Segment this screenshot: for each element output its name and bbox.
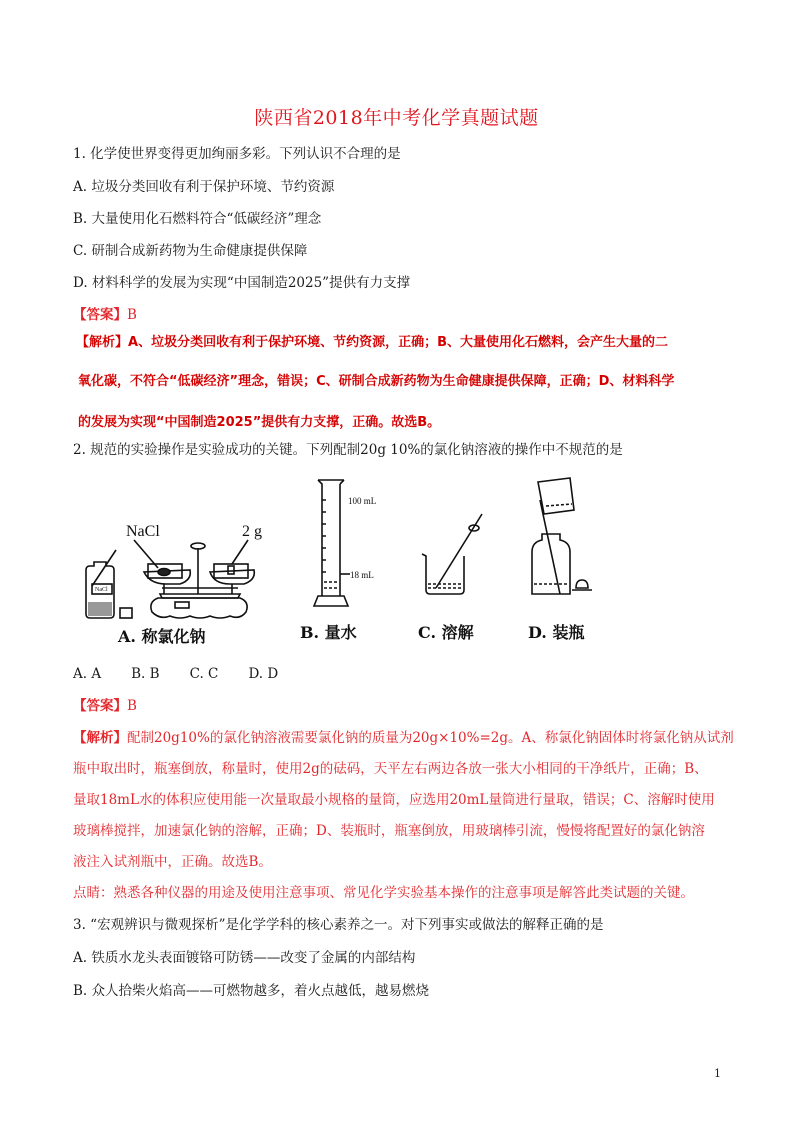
analysis-text: A、垃圾分类回收有利于保护环境、节约资源，正确；B、大量使用化石燃料，会产生大量的二 xyxy=(128,335,668,350)
answer-label: 【答案】 xyxy=(73,698,127,714)
weight-label: 2 g xyxy=(242,523,262,540)
document-title: 陕西省2018年中考化学真题试题 xyxy=(254,107,539,129)
lab-operations-figure xyxy=(70,470,630,650)
reagent-bottle-icon xyxy=(86,550,116,618)
question-1-stem: 1. 化学使世界变得更加绚丽多彩。下列认识不合理的是 xyxy=(73,146,401,162)
figure-caption-b: B. 量水 xyxy=(300,623,357,642)
question-2-option-b: B. B xyxy=(131,666,160,682)
question-2-analysis-line-1 xyxy=(73,729,734,747)
cylinder-top-label: 100 mL xyxy=(348,496,377,506)
analysis-text: 配制20g10%的氯化钠溶液需要氯化钠的质量为20g×10%=2g。A、称氯化钠固体时将氯化钠从试剂 xyxy=(127,730,734,746)
figure-caption-a: A. 称氯化钠 xyxy=(118,627,206,646)
question-2-option-d: D. D xyxy=(248,666,279,682)
question-2-option-a: A. A xyxy=(73,666,102,682)
question-2-option-c: C. C xyxy=(189,666,219,682)
answer-label: 【答案】 xyxy=(73,307,127,323)
question-1-option-a: A. 垃圾分类回收有利于保护环境、节约资源 xyxy=(73,179,335,195)
question-2-stem: 2. 规范的实验操作是实验成功的关键。下列配制20g 10%的氯化钠溶液的操作中不规范的是 xyxy=(73,442,623,458)
question-2-analysis-line-5: 液注入试剂瓶中，正确。故选B。 xyxy=(73,854,272,870)
question-2-options xyxy=(73,665,278,683)
question-2-answer xyxy=(73,697,137,715)
graduated-cylinder-icon xyxy=(314,480,350,606)
analysis-label: 【解析】 xyxy=(76,335,129,350)
question-2-tip: 点睛：熟悉各种仪器的用途及使用注意事项、常见化学实验基本操作的注意事项是解答此类试题的关键。 xyxy=(73,885,694,901)
figure-caption-c: C. 溶解 xyxy=(418,623,474,642)
answer-value: B xyxy=(127,307,137,323)
question-1-option-b: B. 大量使用化石燃料符合“低碳经济”理念 xyxy=(73,211,322,227)
answer-value: B xyxy=(127,698,137,714)
nacl-label: NaCl xyxy=(126,523,160,540)
page-number: 1 xyxy=(714,1067,721,1080)
question-1-analysis-line-1 xyxy=(76,334,668,352)
question-3-option-a: A. 铁质水龙头表面镀铬可防锈——改变了金属的内部结构 xyxy=(73,950,416,966)
cylinder-mark-label: 18 mL xyxy=(350,570,374,580)
question-1-answer xyxy=(73,306,137,324)
bottling-icon xyxy=(532,478,592,594)
question-3-option-b: B. 众人拾柴火焰高——可燃物越多，着火点越低，越易燃烧 xyxy=(73,983,430,999)
question-2-analysis-line-4: 玻璃棒搅拌，加速氯化钠的溶解，正确；D、装瓶时，瓶塞倒放，用玻璃棒引流，慢慢将配置好的氯化钠溶 xyxy=(73,823,705,839)
question-2-analysis-line-2: 瓶中取出时，瓶塞倒放，称量时，使用2g的砝码，天平左右两边各放一张大小相同的干净纸片，正确；B、 xyxy=(73,761,708,777)
analysis-label: 【解析】 xyxy=(73,730,127,746)
beaker-stirring-icon xyxy=(422,514,482,594)
figure-caption-d: D. 装瓶 xyxy=(528,623,585,642)
question-1-analysis-line-2: 氧化碳，不符合“低碳经济”理念，错误；C、研制合成新药物为生命健康提供保障，正确；D、材料科学 xyxy=(78,374,675,389)
question-2-analysis-line-3: 量取18mL水的体积应使用能一次量取最小规格的量筒，应选用20mL量筒进行量取，错误；C、溶解时使用 xyxy=(73,792,715,808)
question-1-option-d: D. 材料科学的发展为实现“中国制造2025”提供有力支撑 xyxy=(73,275,411,291)
question-3-stem: 3. “宏观辨识与微观探析”是化学学科的核心素养之一。对下列事实或做法的解释正确的是 xyxy=(73,917,604,933)
bottle-label: NaCl xyxy=(95,587,108,593)
question-1-analysis-line-3: 的发展为实现“中国制造2025”提供有力支撑，正确。故选B。 xyxy=(78,415,441,430)
question-1-option-c: C. 研制合成新药物为生命健康提供保障 xyxy=(73,243,308,259)
